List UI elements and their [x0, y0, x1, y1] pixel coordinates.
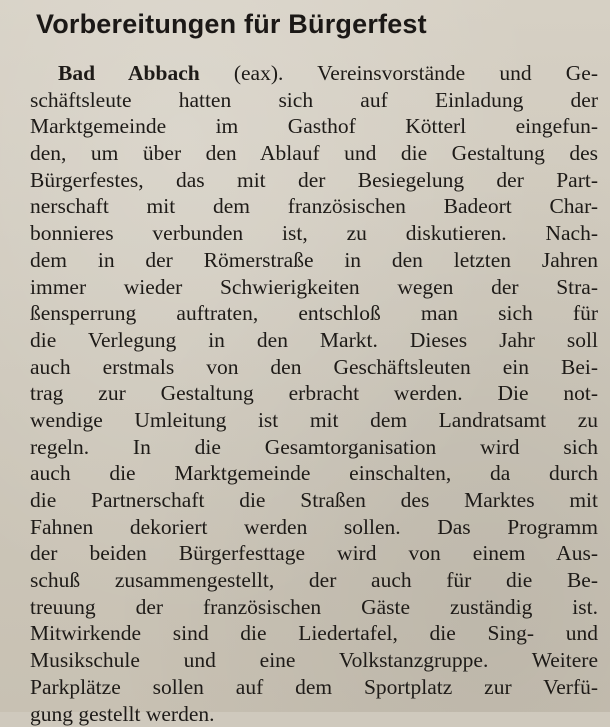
article-line: Musikschule und eine Volkstanzgruppe. Weitere: [30, 647, 598, 674]
dateline: Bad Abbach: [58, 61, 200, 85]
article-line: immer wieder Schwierigkeiten wegen der Stra-: [30, 274, 598, 301]
article-line: auch die Marktgemeinde einschalten, da durch: [30, 460, 598, 487]
article-line: schäftsleute hatten sich auf Einladung der: [30, 87, 598, 114]
article-line: den, um über den Ablauf und die Gestaltung des: [30, 140, 598, 167]
article-line: dem in der Römerstraße in den letzten Jahren: [30, 247, 598, 274]
headline: Vorbereitungen für Bürgerfest: [36, 6, 427, 42]
article-line: ßensperrung auftraten, entschloß man sich für: [30, 300, 598, 327]
article-line: trag zur Gestaltung erbracht werden. Die not-: [30, 380, 598, 407]
article-line: wendige Umleitung ist mit dem Landratsamt zu: [30, 407, 598, 434]
article-line: schuß zusammengestellt, der auch für die Be-: [30, 567, 598, 594]
article-line: treuung der französischen Gäste zuständig ist.: [30, 594, 598, 621]
article-line: Fahnen dekoriert werden sollen. Das Programm: [30, 514, 598, 541]
article-line: bonnieres verbunden ist, zu diskutieren. Nach-: [30, 220, 598, 247]
article-line-text: (eax). Vereinsvorstände und Ge-: [200, 61, 598, 85]
article-line: Mitwirkende sind die Liedertafel, die Sing- und: [30, 620, 598, 647]
article-line: die Verlegung in den Markt. Dieses Jahr soll: [30, 327, 598, 354]
article-body: [30, 60, 598, 727]
article-line: Parkplätze sollen auf dem Sportplatz zur Verfü-: [30, 674, 598, 701]
article-line: Bürgerfestes, das mit der Besiegelung der Part-: [30, 167, 598, 194]
article-line: Marktgemeinde im Gasthof Kötterl eingefun-: [30, 113, 598, 140]
article-line: regeln. In die Gesamtorganisation wird sich: [30, 434, 598, 461]
article-line: [30, 60, 598, 87]
article-line: nerschaft mit dem französischen Badeort Char-: [30, 193, 598, 220]
article-line: die Partnerschaft die Straßen des Marktes mit: [30, 487, 598, 514]
article-line: der beiden Bürgerfesttage wird von einem Aus-: [30, 540, 598, 567]
article-line: auch erstmals von den Geschäftsleuten ein Bei-: [30, 354, 598, 381]
article-line: gung gestellt werden.: [30, 701, 598, 727]
